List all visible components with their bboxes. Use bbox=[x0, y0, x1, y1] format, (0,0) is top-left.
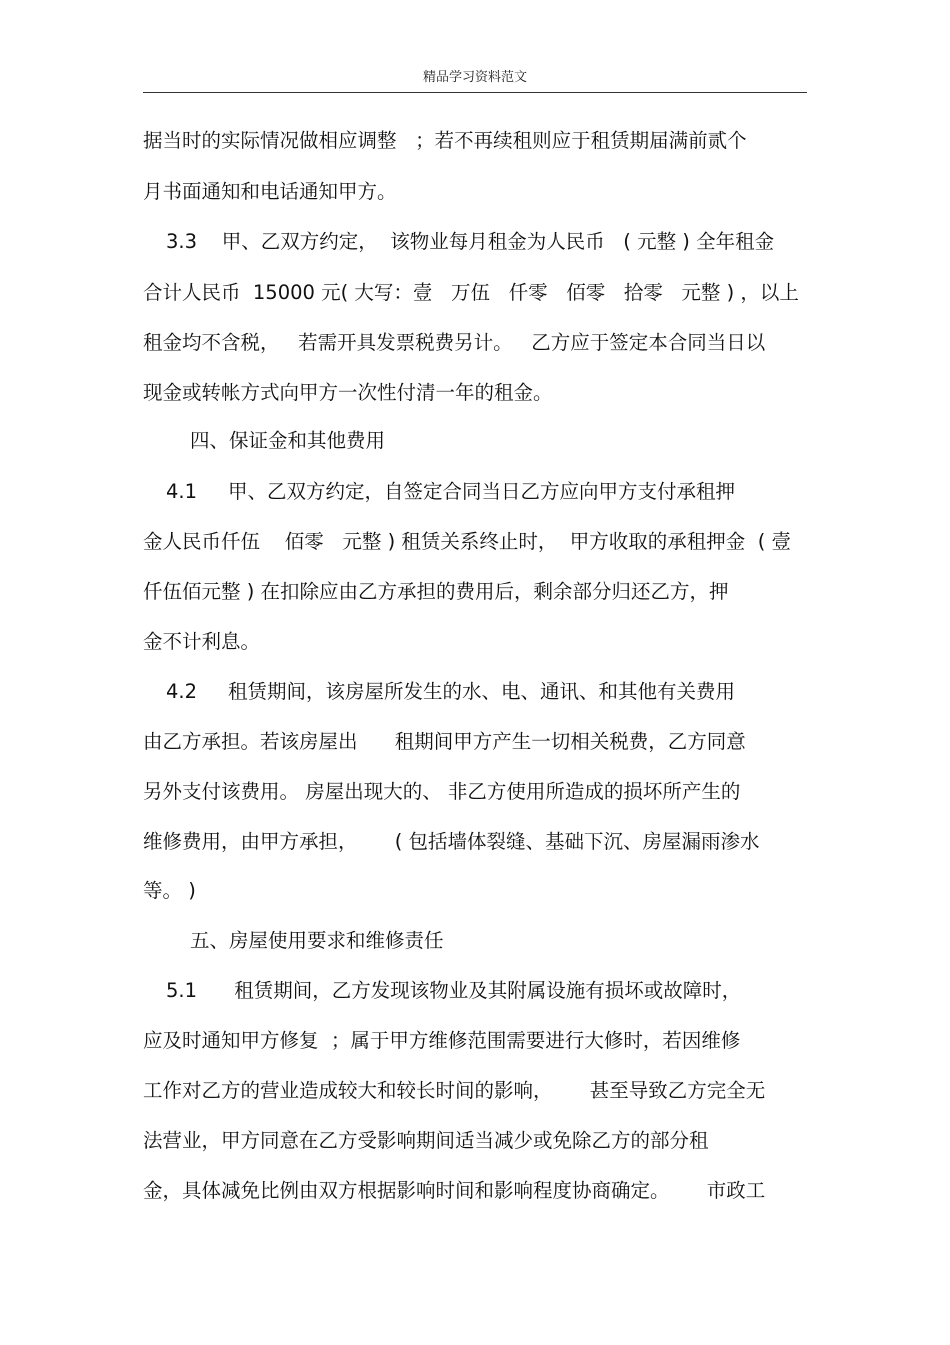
body-line: 法营业，甲方同意在乙方受影响期间适当减少或免除乙方的部分租 bbox=[143, 1129, 709, 1152]
body-line: 另外支付该费用。 房屋出现大的、 非乙方使用所造成的损坏所产生的 bbox=[143, 780, 741, 803]
body-line: 等。 ) bbox=[143, 879, 196, 902]
body-line: 工作对乙方的营业造成较大和较长时间的影响， 甚至导致乙方完全无 bbox=[143, 1079, 766, 1102]
body-line: 4.2 租赁期间，该房屋所发生的水、电、通讯、和其他有关费用 bbox=[166, 680, 736, 703]
body-line: 维修费用，由甲方承担， ( 包括墙体裂缝、基础下沉、房屋漏雨渗水 bbox=[143, 830, 760, 853]
body-line: 据当时的实际情况做相应调整 ；若不再续租则应于租赁期届满前贰个 bbox=[143, 129, 747, 152]
body-line: 金人民币仟伍 佰零 元整 ) 租赁关系终止时， 甲方收取的承租押金 ( 壹 bbox=[143, 530, 791, 553]
body-line: 租金均不含税， 若需开具发票税费另计。 乙方应于签定本合同当日以 bbox=[143, 331, 766, 354]
header-title: 精品学习资料范文 bbox=[422, 70, 527, 85]
body-line: 应及时通知甲方修复 ；属于甲方维修范围需要进行大修时，若因维修 bbox=[143, 1029, 741, 1052]
body-line: 现金或转帐方式向甲方一次性付清一年的租金。 bbox=[143, 381, 553, 404]
body-line: 仟伍佰元整 ) 在扣除应由乙方承担的费用后，剩余部分归还乙方，押 bbox=[143, 580, 729, 603]
body-line: 金不计利息。 bbox=[143, 630, 261, 653]
body-line: 3.3 甲、乙双方约定， 该物业每月租金为人民币 ( 元整 ) 全年租金 bbox=[166, 230, 775, 253]
body-line: 月书面通知和电话通知甲方。 bbox=[143, 180, 397, 203]
body-line: 4.1 甲、乙双方约定，自签定合同当日乙方应向甲方支付承租押 bbox=[166, 480, 736, 503]
body-line: 由乙方承担。若该房屋出 租期间甲方产生一切相关税费，乙方同意 bbox=[143, 730, 746, 753]
body-line: 5.1 租赁期间，乙方发现该物业及其附属设施有损坏或故障时， bbox=[166, 979, 742, 1002]
section-heading: 四、保证金和其他费用 bbox=[190, 429, 386, 452]
page-header bbox=[143, 64, 807, 93]
body-line: 合计人民币 15000 元( 大写：壹 万伍 仟零 佰零 拾零 元整 ) ，以上 bbox=[143, 281, 799, 304]
body-line: 金，具体减免比例由双方根据影响时间和影响程度协商确定。 市政工 bbox=[143, 1179, 766, 1202]
section-heading: 五、房屋使用要求和维修责任 bbox=[190, 929, 444, 952]
